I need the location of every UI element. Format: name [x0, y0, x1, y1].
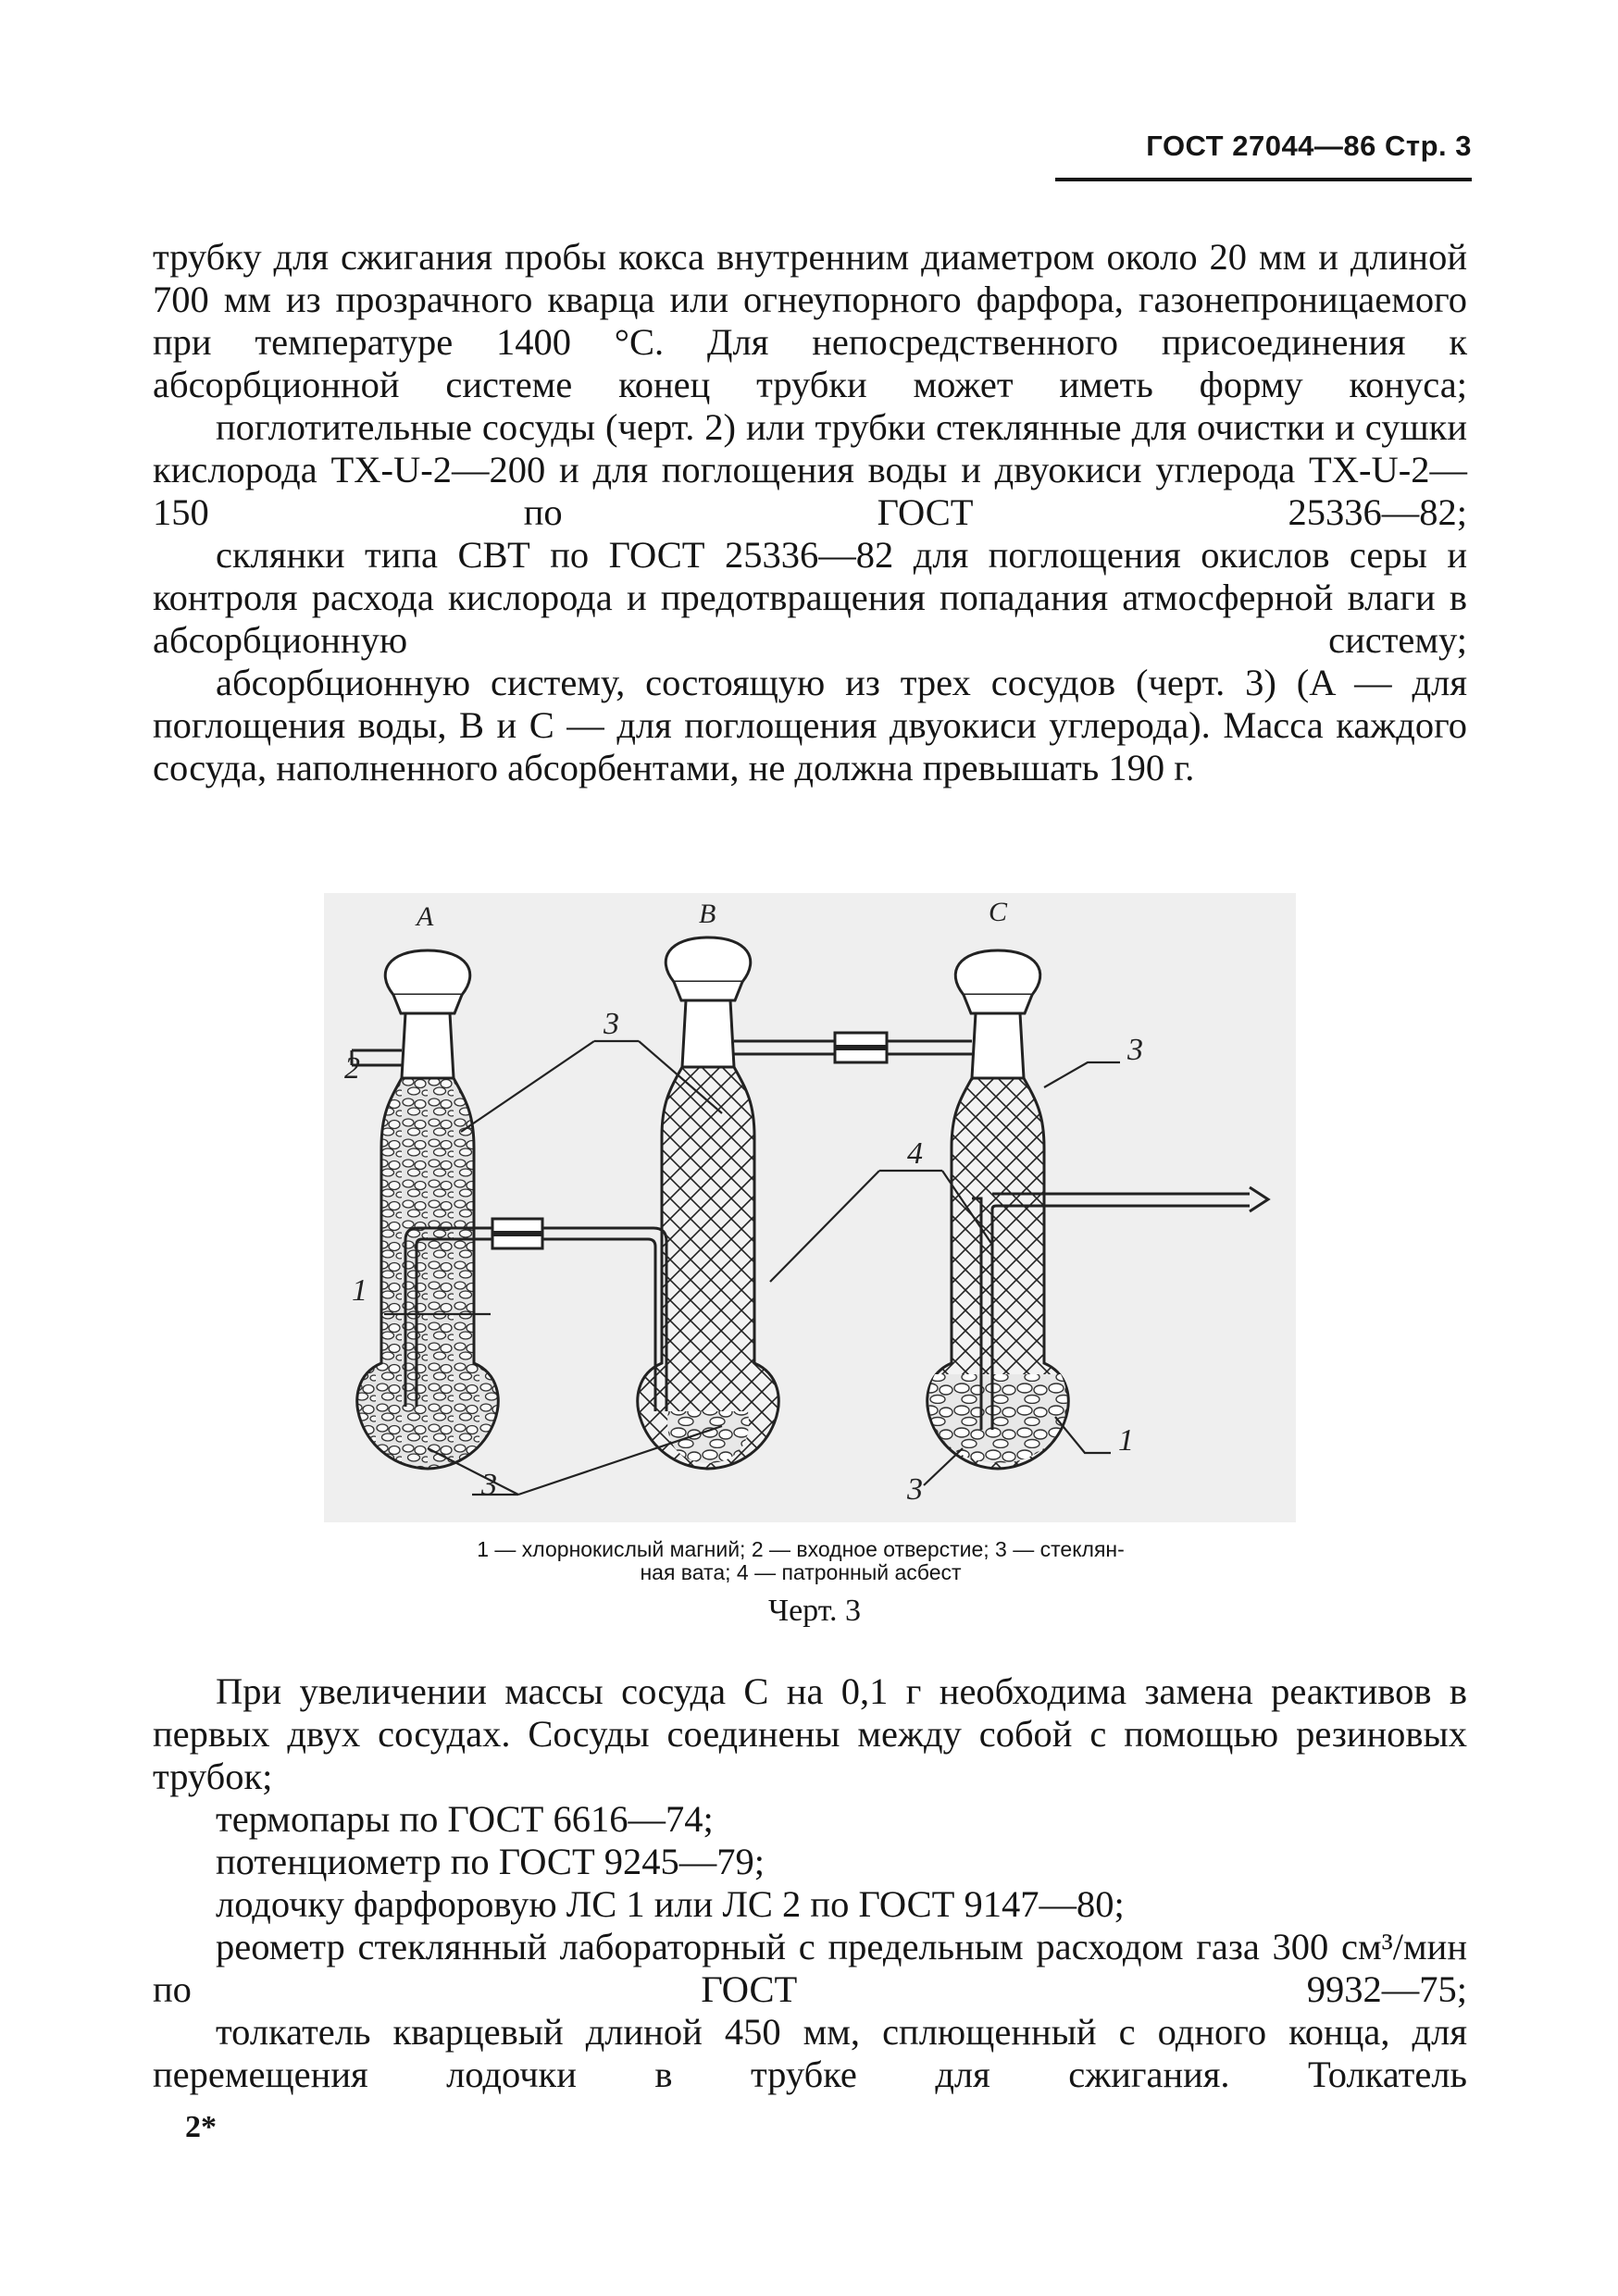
paragraph-thermocouples: термопары по ГОСТ 6616—74;	[216, 1798, 714, 1840]
vessel-c	[824, 950, 1268, 1469]
top-text	[153, 236, 1467, 789]
caption-line-1: 1 — хлорнокислый магний; 2 — входное отверстие; 3 — стеклян-	[477, 1537, 1125, 1561]
paragraph-rheometer: реометр стеклянный лабораторный с предельным расходом газа 300 см³/мин по ГОСТ 9932—75;	[153, 1926, 1467, 2010]
paragraph-potentiometer: потенциометр по ГОСТ 9245—79;	[216, 1841, 765, 1882]
rubber-connector-ab	[492, 1219, 542, 1248]
paragraph-tube: трубку для сжигания пробы кокса внутренним диаметром около 20 мм и длиной 700 мм из прозрачного кварца или огнеупорного фарфора, газонепроницаемого при температуре 1400 °С. Для непосредственного присоединения к абсорбционной системе конец трубки может иметь форму конуса;	[153, 236, 1467, 405]
label-vessel-c: C	[989, 897, 1008, 927]
caption-line-2: ная вата; 4 — патронный асбест	[640, 1560, 962, 1584]
header-rule	[1055, 178, 1472, 181]
bottom-text	[153, 1670, 1467, 2096]
figure-caption	[305, 1538, 1296, 1584]
figure-label: Черт. 3	[767, 1594, 862, 1628]
paragraph-vessel-c: При увеличении массы сосуда С на 0,1 г необходима замена реактивов в первых двух сосудах. Сосуды соединены между собой с помощью резиновых трубок;	[153, 1670, 1467, 1797]
callout-1-left: 1	[352, 1273, 367, 1308]
vessel-b	[491, 937, 824, 1469]
footer-mark: 2*	[185, 2110, 217, 2144]
callout-3-top: 3	[604, 1007, 619, 1041]
header-text: ГОСТ 27044—86 Стр. 3	[1146, 130, 1472, 162]
label-vessel-b: B	[699, 899, 716, 929]
rubber-connector-bc	[835, 1033, 887, 1062]
page-header	[1146, 130, 1472, 163]
figure-absorption-system	[324, 893, 1296, 1522]
label-vessel-a: A	[417, 901, 434, 932]
callout-2: 2	[344, 1051, 360, 1086]
callout-3-bottom-right: 3	[907, 1472, 923, 1507]
paragraph-absorbers: поглотительные сосуды (черт. 2) или трубки стеклянные для очистки и сушки кислорода ТХ-U-2—200 и для поглощения воды и двуокиси углерода ТХ-U-2—150 по ГОСТ 25336—82;	[153, 406, 1467, 533]
vessel-a	[352, 950, 498, 1469]
paragraph-boat: лодочку фарфоровую ЛС 1 или ЛС 2 по ГОСТ 9147—80;	[216, 1883, 1125, 1925]
paragraph-absorption-system: абсорбционную систему, состоящую из трех сосудов (черт. 3) (A — для поглощения воды, B и C — для поглощения двуокиси углерода). Масса каждого сосуда, наполненного абсорбентами, не должна превышать 190 г.	[153, 662, 1467, 788]
callout-3-bottom: 3	[481, 1468, 497, 1502]
paragraph-flasks: склянки типа СВТ по ГОСТ 25336—82 для поглощения окислов серы и контроля расхода кислорода и предотвращения попадания атмосферной влаги в абсорбционную систему;	[153, 534, 1467, 661]
callout-4: 4	[907, 1136, 923, 1171]
callout-3-right: 3	[1127, 1033, 1143, 1067]
paragraph-pusher: толкатель кварцевый длиной 450 мм, сплющенный с одного конца, для перемещения лодочки в трубке для сжигания. Толкатель	[153, 2011, 1467, 2095]
callout-1-right: 1	[1118, 1423, 1134, 1458]
